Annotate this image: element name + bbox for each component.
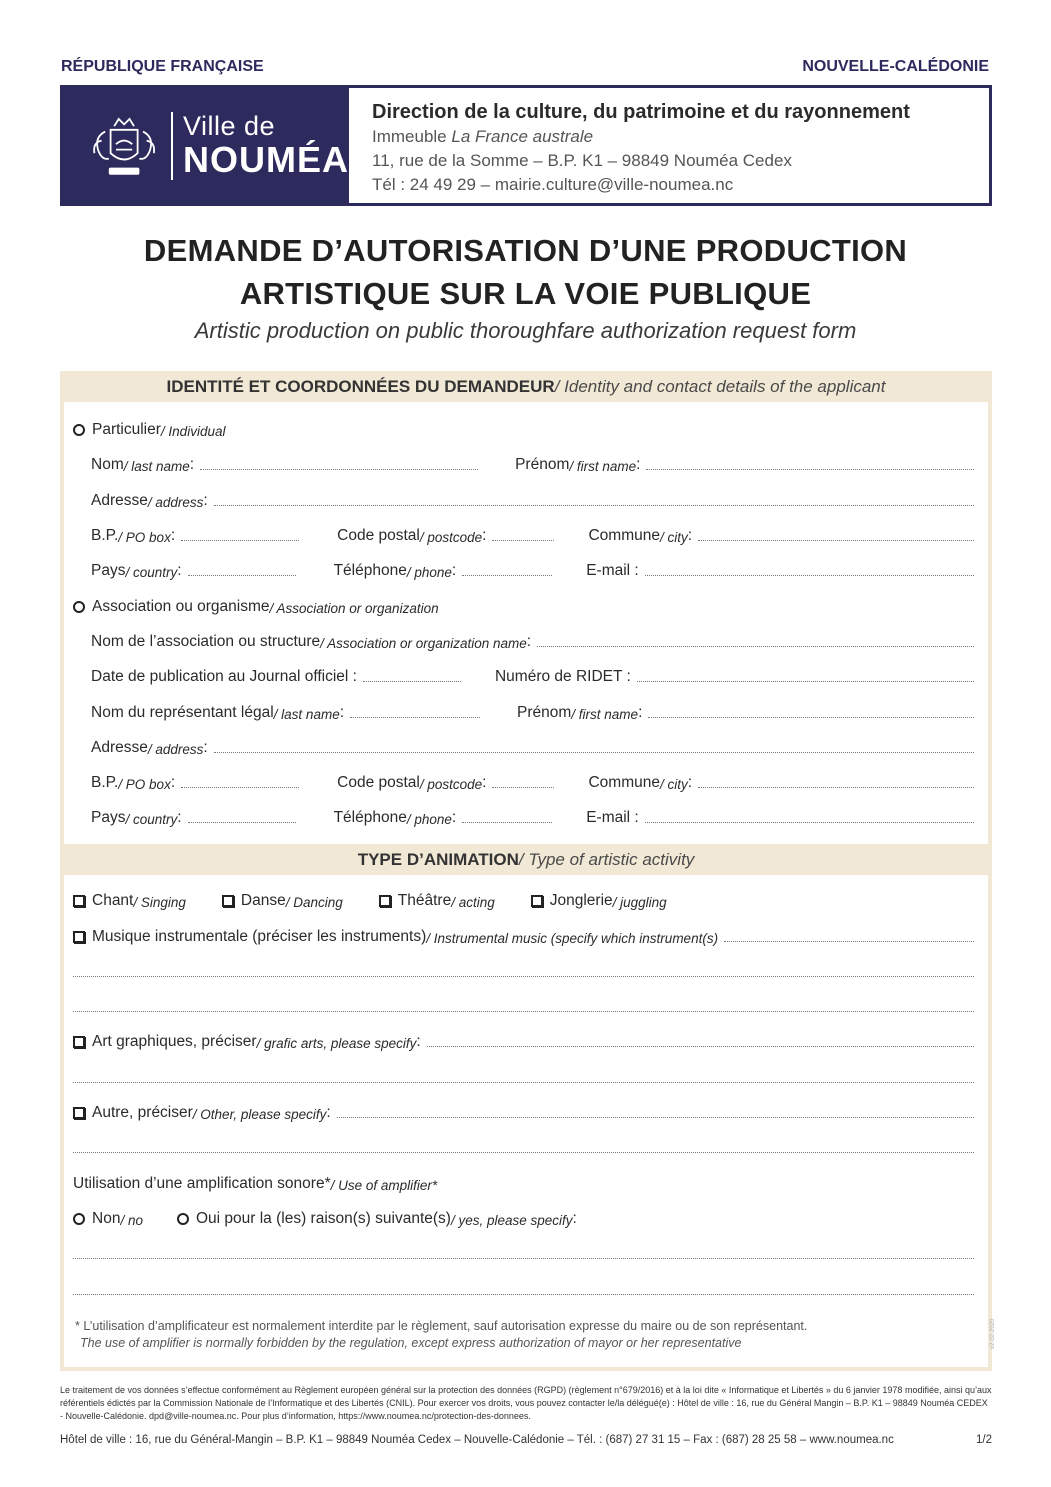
crest-icon	[89, 110, 159, 182]
amplifier-question: Utilisation d’une amplification sonore* / Use of amplifier*	[73, 1175, 438, 1193]
phone-field[interactable]	[462, 575, 552, 576]
department-building: Immeuble La France australe	[372, 127, 594, 146]
amplifier-note-fr: * L’utilisation d’amplificateur est normalement interdite par le règlement, sauf autorisation expresse du maire ou de son représentant.	[75, 1319, 808, 1333]
first-name-field[interactable]	[646, 469, 974, 470]
graphic-arts-line[interactable]	[73, 1082, 974, 1083]
representative-last-name-field[interactable]	[350, 717, 480, 718]
other-row: Autre, préciser / Other, please specify :	[73, 1100, 974, 1122]
building-name: La France australe	[451, 127, 594, 146]
journal-date-field[interactable]	[363, 681, 461, 682]
association-postal-row: B.P. / PO box : Code postal / postcode : Commune / city :	[73, 770, 974, 792]
amplifier-options: Non / no Oui pour la (les) raison(s) suivante(s) / yes, please specify :	[73, 1206, 974, 1228]
amplifier-yes-radio[interactable]	[177, 1213, 189, 1225]
individual-postal-row: B.P. / PO box : Code postal / postcode : Commune / city :	[73, 523, 974, 545]
last-name-field[interactable]	[200, 469, 478, 470]
form-subtitle: Artistic production on public thoroughfare authorization request form	[194, 318, 857, 343]
juggling-checkbox[interactable]	[531, 895, 543, 907]
graphic-arts-field[interactable]	[427, 1046, 974, 1047]
association-option[interactable]: Association ou organisme / Association or organization	[73, 594, 974, 616]
department-info	[349, 88, 910, 203]
music-continuation-2	[73, 994, 974, 1016]
individual-radio[interactable]	[73, 424, 85, 436]
association-radio[interactable]	[73, 601, 85, 613]
data-protection-notice: Le traitement de vos données s’effectue conformément au Règlement européen général sur la protection des données (RGPD) (règlement n°679/2016) et à la loi dite « Informatique et Libertés » du 6 janvier 1978 modifiée, ainsi qu’aux référentiels édictés par la Commission Nationale de l’Informatique et des Libertés (CNIL). Pour exercer vos droits, vous pouvez contacter le/la délégué(e) : Hôtel de ville : 16, rue du Général Mangin – B.P. K1 – 98849 Nouméa CEDEX - Nouvelle-Calédonie. dpd@ville-noumea.nc. Pour plus d’information, https://www.noumea.nc/protection-des-donnees.	[60, 1385, 992, 1421]
amplifier-reason-1	[73, 1241, 974, 1263]
association-address-field[interactable]	[214, 752, 974, 753]
other-continuation	[73, 1135, 974, 1157]
footer-address: Hôtel de ville : 16, rue du Général-Mangin – B.P. K1 – 98849 Nouméa Cedex – Nouvelle-Calédonie – Tél. : (687) 27 31 15 – Fax : (687) 28 25 58 – www.noumea.nc	[60, 1434, 894, 1446]
music-instruments-field[interactable]	[724, 941, 974, 942]
theatre-checkbox[interactable]	[379, 895, 391, 907]
music-line-1[interactable]	[73, 976, 974, 977]
music-checkbox[interactable]	[73, 931, 85, 943]
music-continuation-1	[73, 959, 974, 981]
section-activity-header: TYPE D’ANIMATION / Type of artistic activity	[60, 844, 992, 875]
form-title: DEMANDE D’AUTORISATION D’UNE PRODUCTION ARTISTIQUE SUR LA VOIE PUBLIQUE	[143, 233, 908, 311]
graphic-arts-checkbox[interactable]	[73, 1036, 85, 1048]
department-contact: Tél : 24 49 29 – mairie.culture@ville-noumea.nc	[372, 175, 734, 194]
graphic-arts-continuation	[73, 1065, 974, 1087]
association-name-row: Nom de l’association ou structure / Association or organization name :	[73, 629, 974, 651]
section-identity-header: IDENTITÉ ET COORDONNÉES DU DEMANDEUR / Identity and contact details of the applicant	[60, 371, 992, 402]
association-email-field[interactable]	[645, 822, 974, 823]
music-line-2[interactable]	[73, 1011, 974, 1012]
amplifier-no-radio[interactable]	[73, 1213, 85, 1225]
territory-label: NOUVELLE-CALÉDONIE	[802, 58, 989, 75]
amplifier-reason-line-2[interactable]	[73, 1294, 974, 1295]
postcode-field[interactable]	[492, 540, 554, 541]
department-address: 11, rue de la Somme – B.P. K1 – 98849 Nouméa Cedex	[372, 151, 792, 170]
representative-row: Nom du représentant légal / last name : Prénom / first name :	[73, 700, 974, 722]
dancing-checkbox[interactable]	[222, 895, 234, 907]
page-number: 1/2	[976, 1434, 992, 1446]
email-field[interactable]	[645, 575, 974, 576]
other-checkbox[interactable]	[73, 1107, 85, 1119]
music-row: Musique instrumentale (préciser les instruments) / Instrumental music (specify which instrument(s)	[73, 924, 974, 946]
address-field[interactable]	[214, 505, 974, 506]
other-line[interactable]	[73, 1152, 974, 1153]
individual-address-row: Adresse / address :	[73, 488, 974, 510]
version-code: v2-02-2020	[990, 1318, 996, 1349]
footer	[60, 1434, 992, 1446]
association-name-field[interactable]	[537, 646, 974, 647]
amplifier-reason-2	[73, 1277, 974, 1299]
association-po-box-field[interactable]	[181, 787, 299, 788]
graphic-arts-row: Art graphiques, préciser / grafic arts, please specify :	[73, 1029, 974, 1051]
ridet-field[interactable]	[637, 681, 974, 682]
other-field[interactable]	[337, 1117, 974, 1118]
association-registration-row: Date de publication au Journal officiel : Numéro de RIDET :	[73, 664, 974, 686]
individual-name-row: Nom / last name : Prénom / first name :	[73, 452, 974, 474]
association-postcode-field[interactable]	[492, 787, 554, 788]
association-phone-field[interactable]	[462, 822, 552, 823]
singing-checkbox[interactable]	[73, 895, 85, 907]
individual-contact-row: Pays / country : Téléphone / phone : E-mail :	[73, 558, 974, 580]
amplifier-note-en: The use of amplifier is normally forbidden by the regulation, except express authorization of mayor or her representative	[80, 1336, 742, 1350]
association-address-row: Adresse / address :	[73, 735, 974, 757]
top-banner	[61, 58, 989, 80]
republic-label: RÉPUBLIQUE FRANÇAISE	[61, 58, 264, 75]
association-contact-row: Pays / country : Téléphone / phone : E-mail :	[73, 805, 974, 827]
country-field[interactable]	[188, 575, 296, 576]
representative-first-name-field[interactable]	[648, 717, 974, 718]
po-box-field[interactable]	[181, 540, 299, 541]
ville-de-noumea-logo	[63, 88, 349, 203]
association-city-field[interactable]	[698, 787, 974, 788]
logo-noumea: NOUMÉA	[183, 139, 349, 180]
header	[60, 85, 992, 206]
city-field[interactable]	[698, 540, 974, 541]
logo-ville-de: Ville de	[183, 111, 276, 141]
department-title: Direction de la culture, du patrimoine et du rayonnement	[372, 101, 910, 123]
activity-checkbox-row: Chant / Singing Danse / Dancing Théâtre / acting Jonglerie / juggling	[73, 888, 974, 910]
individual-option[interactable]: Particulier / Individual	[73, 417, 974, 439]
logo-separator	[171, 112, 173, 180]
amplifier-reason-line-1[interactable]	[73, 1258, 974, 1259]
association-country-field[interactable]	[188, 822, 296, 823]
